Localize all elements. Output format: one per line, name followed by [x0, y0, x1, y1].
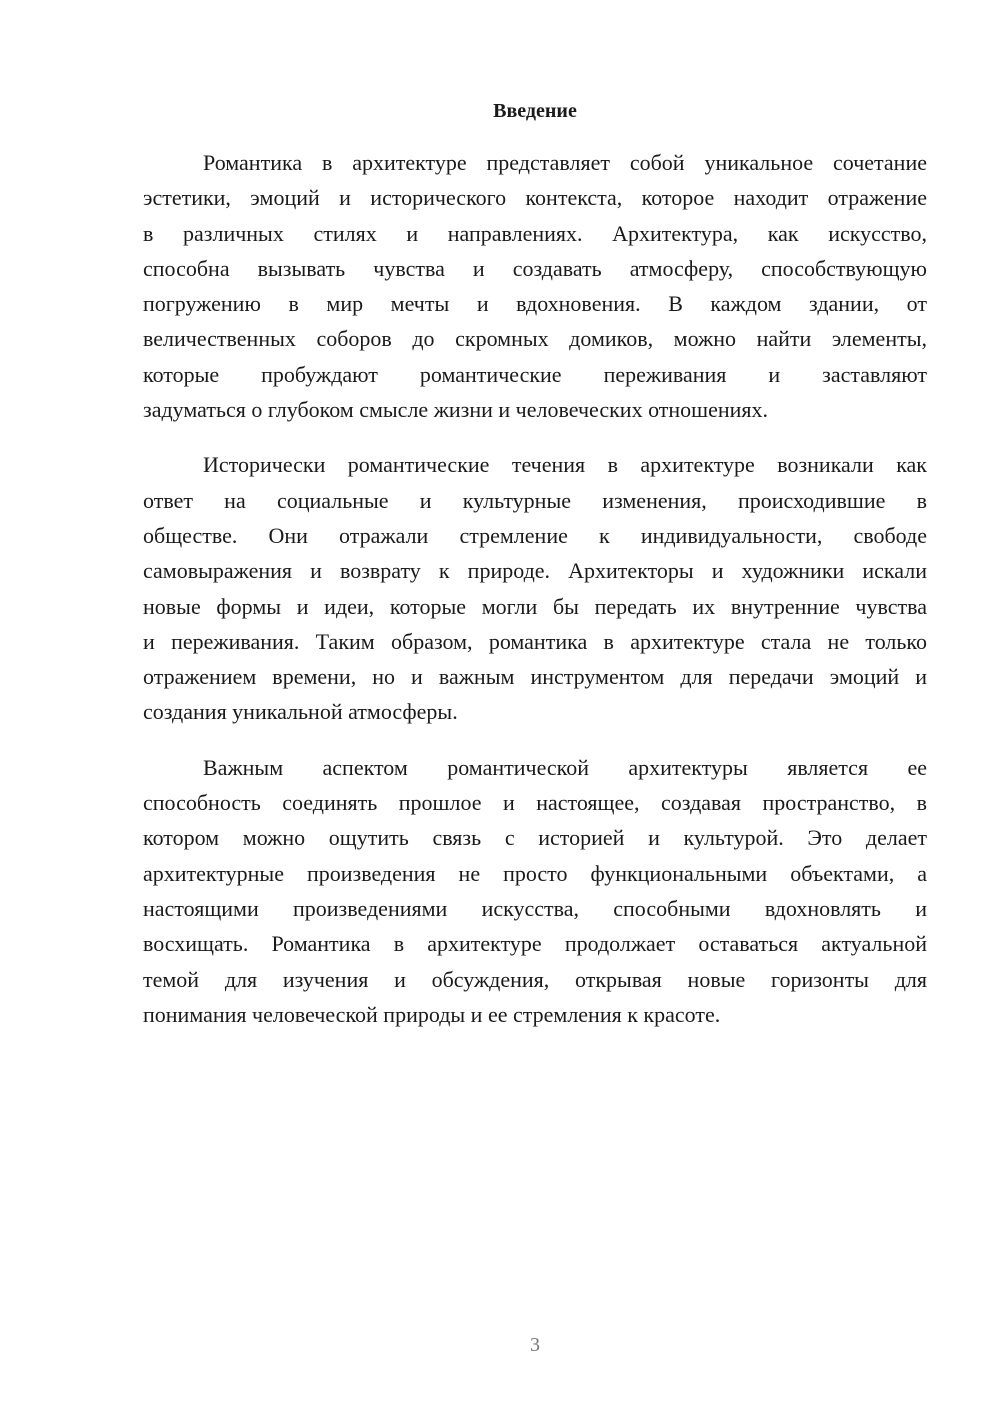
text-line: способна вызывать чувства и создавать атмосферу, способствующую [143, 255, 927, 281]
text-line: восхищать. Романтика в архитектуре продолжает оставаться актуальной [143, 931, 927, 957]
page-number: 3 [530, 1334, 540, 1356]
text-line: новые формы и идеи, которые могли бы передать их внутренние чувства [143, 593, 927, 619]
text-line: отражением времени, но и важным инструментом для передачи эмоций и [143, 664, 927, 690]
text-line: величественных соборов до скромных домиков, можно найти элементы, [143, 326, 927, 352]
paragraph [143, 447, 927, 729]
text-line: Исторически романтические течения в архитектуре возникали как [203, 452, 927, 478]
text-line: в различных стилях и направлениях. Архитектура, как искусство, [143, 220, 927, 246]
text-line: Важным аспектом романтической архитектуры является ее [203, 754, 927, 780]
text-line: эстетики, эмоций и исторического контекста, которое находит отражение [143, 185, 927, 211]
text-line: ответ на социальные и культурные изменения, происходившие в [143, 487, 927, 513]
text-line: котором можно ощутить связь с историей и культурой. Это делает [143, 825, 927, 851]
paragraph [143, 750, 927, 1032]
text-line: понимания человеческой природы и ее стремления к красоте. [143, 1001, 721, 1027]
text-line: погружению в мир мечты и вдохновения. В каждом здании, от [143, 291, 927, 317]
text-line: Романтика в архитектуре представляет собой уникальное сочетание [203, 150, 927, 175]
text-line: самовыражения и возврату к природе. Архитекторы и художники искали [143, 558, 927, 584]
text-line: обществе. Они отражали стремление к индивидуальности, свободе [143, 522, 927, 548]
text-line: способность соединять прошлое и настоящее, создавая пространство, в [143, 790, 927, 816]
text-line: настоящими произведениями искусства, способными вдохновлять и [143, 895, 927, 921]
text-line: задуматься о глубоком смысле жизни и человеческих отношениях. [143, 397, 769, 423]
text-line: темой для изучения и обсуждения, открывая новые горизонты для [143, 966, 927, 992]
text-line: создания уникальной атмосферы. [143, 699, 458, 725]
text-line: архитектурные произведения не просто функциональными объектами, а [143, 860, 927, 886]
paragraph [143, 145, 927, 427]
document-body [143, 145, 927, 1052]
text-line: которые пробуждают романтические переживания и заставляют [143, 361, 927, 387]
text-line: и переживания. Таким образом, романтика в архитектуре стала не только [143, 628, 927, 654]
section-title: Введение [493, 100, 577, 122]
